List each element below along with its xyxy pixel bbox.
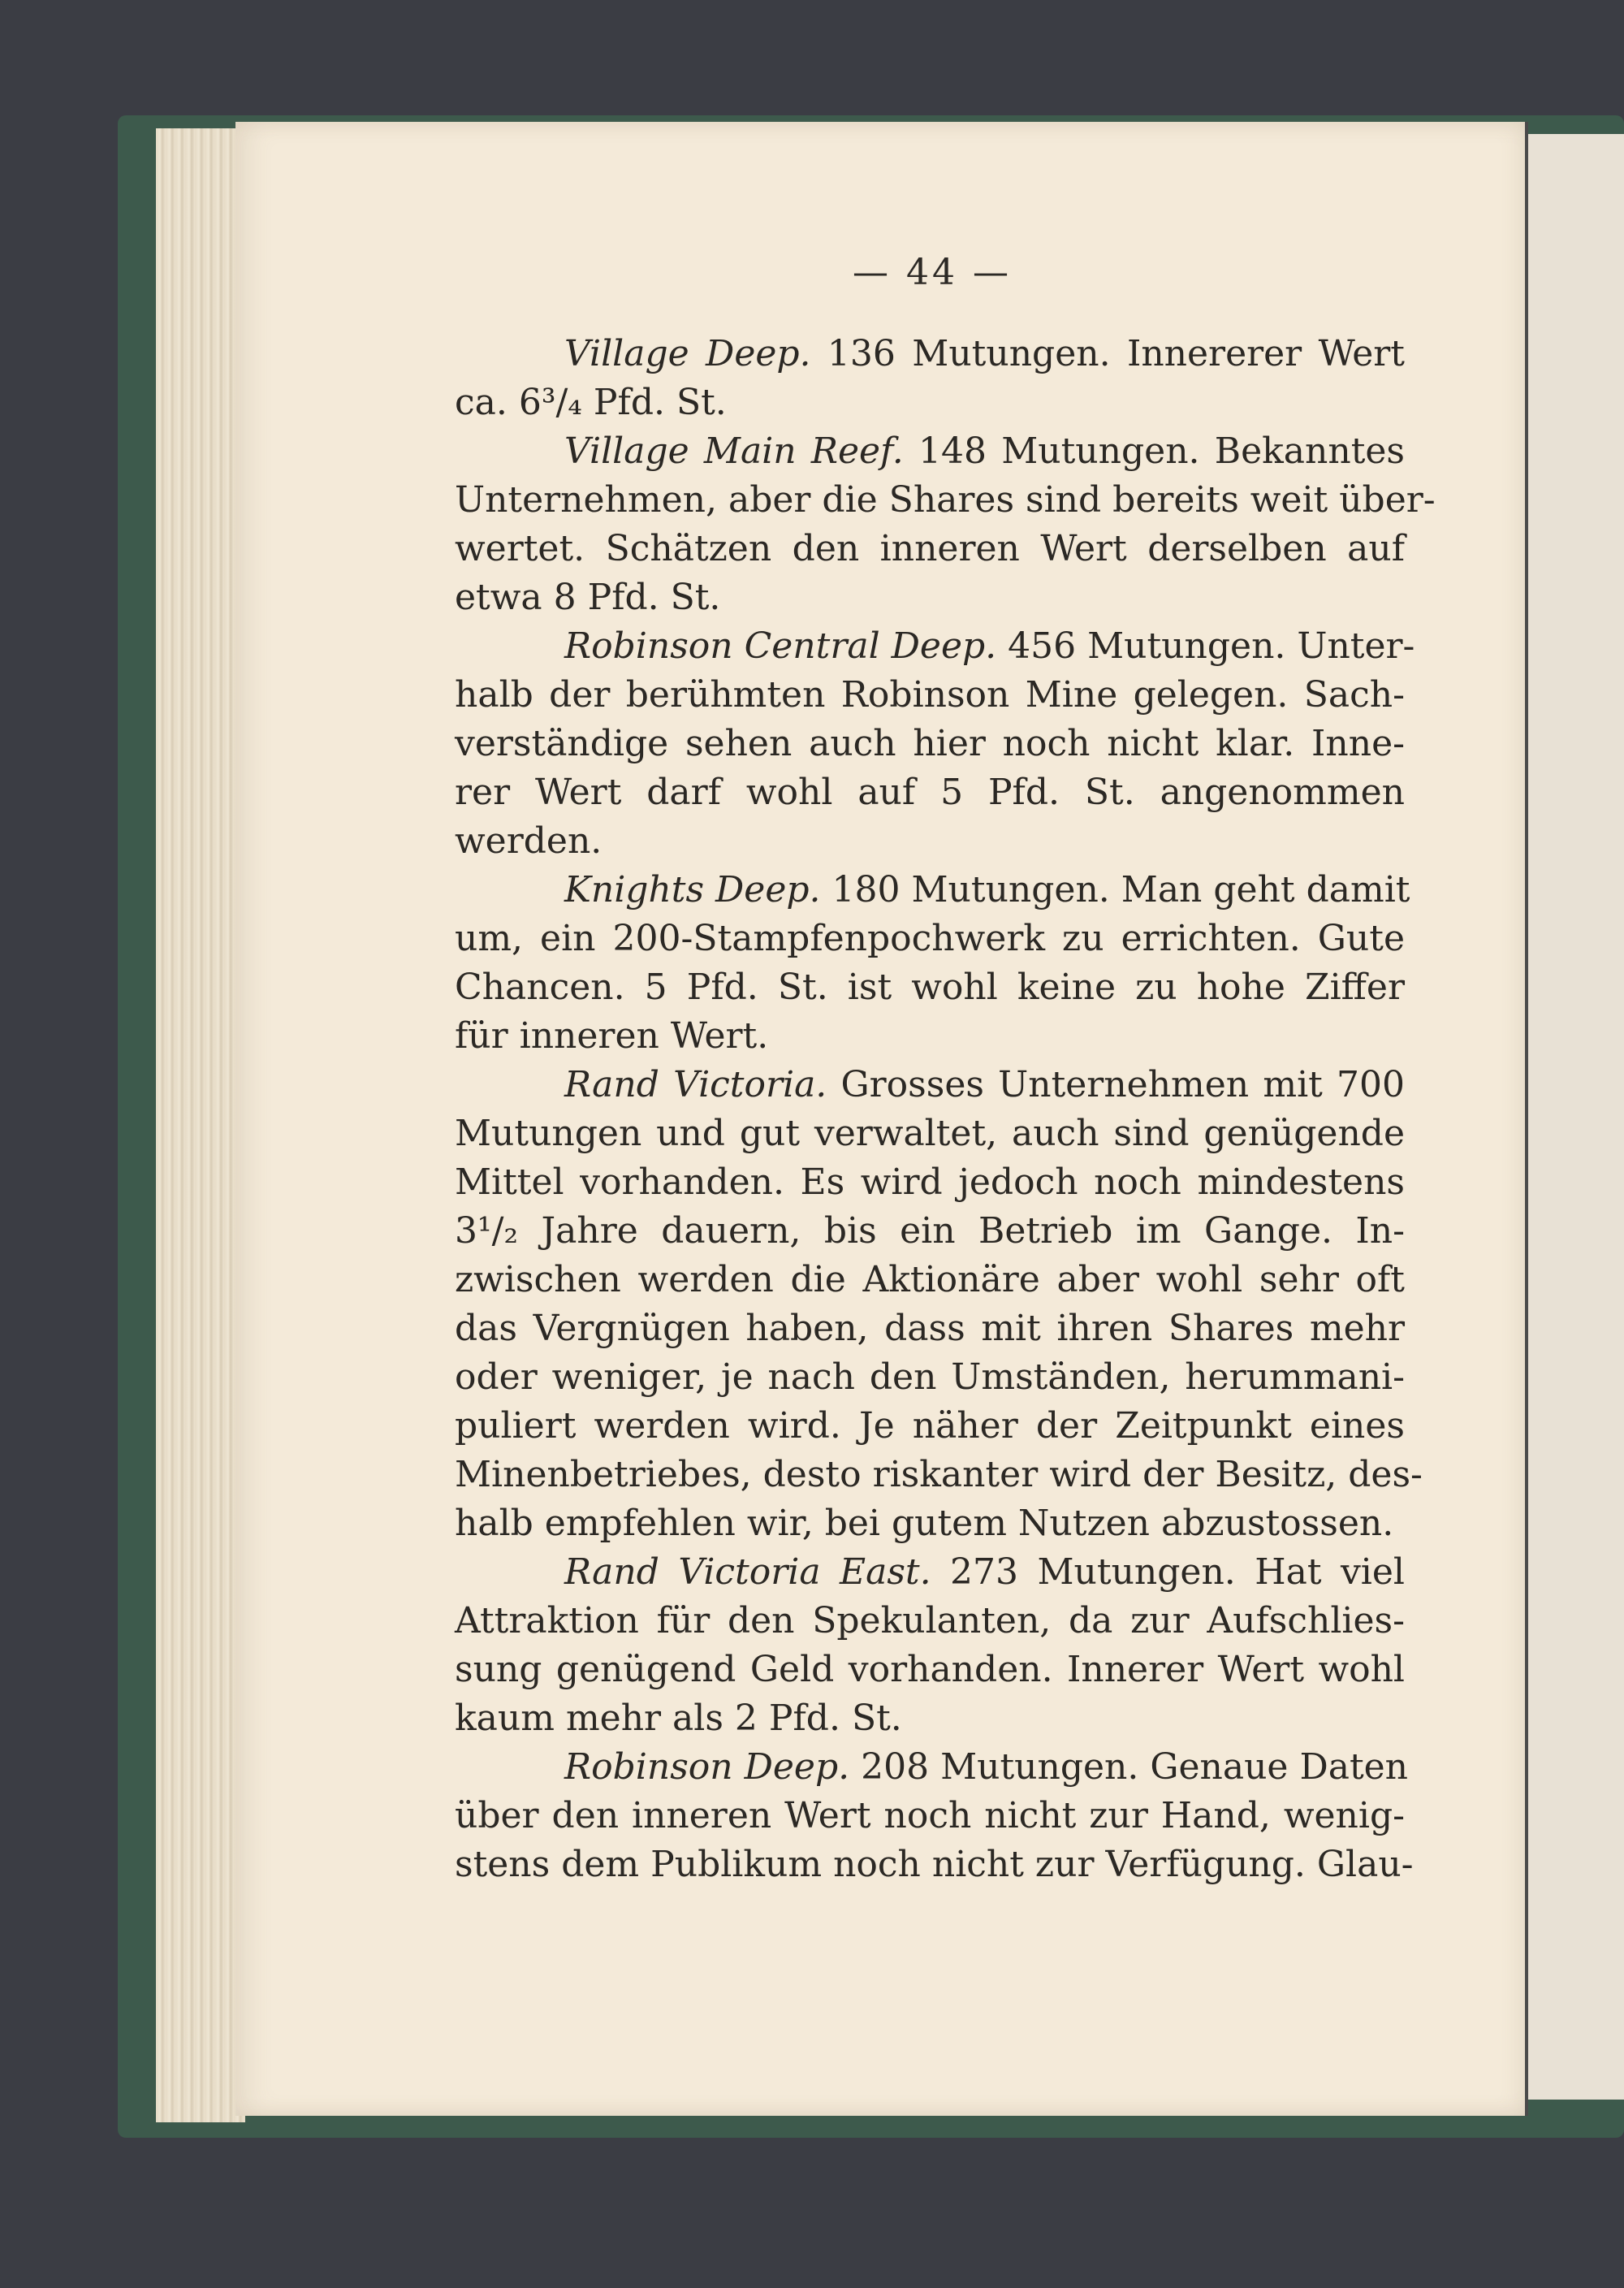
text-line: ca. 6³/₄ Pfd. St. [455, 382, 727, 423]
line-text: 208 Mutungen. Genaue Daten [849, 1746, 1409, 1788]
company-name: Village Main Reef. [564, 430, 904, 472]
text-line: über den inneren Wert noch nicht zur Hand, wenig- [455, 1795, 1405, 1836]
line-text: 180 Mutungen. Man geht damit [820, 869, 1410, 910]
text-line: rer Wert darf wohl auf 5 Pfd. St. angenommen [455, 772, 1405, 813]
page-edges [156, 128, 245, 2122]
text-line: stens dem Publikum noch nicht zur Verfügung. Glau- [455, 1844, 1414, 1885]
company-name: Rand Victoria East. [564, 1551, 931, 1593]
text-line: das Vergnügen haben, dass mit ihren Shares mehr [455, 1308, 1405, 1349]
text-line: halb der berühmten Robinson Mine gelegen. Sach- [455, 674, 1405, 716]
text-line: um, ein 200-Stampfenpochwerk zu errichten. Gute [455, 918, 1405, 959]
line-text: 136 Mutungen. Innererer Wert [810, 333, 1405, 374]
text-line: Unternehmen, aber die Shares sind bereits weit über- [455, 479, 1436, 521]
company-name: Robinson Central Deep. [564, 625, 997, 667]
paragraph-first-line [564, 1551, 1405, 1593]
text-line: halb empfehlen wir, bei gutem Nutzen abzustossen. [455, 1503, 1394, 1544]
paragraph-first-line [564, 333, 1405, 374]
page-number: — 44 — [853, 252, 1012, 293]
company-name: Rand Victoria. [564, 1064, 827, 1105]
text-line: sung genügend Geld vorhanden. Innerer Wert wohl [455, 1649, 1405, 1690]
company-name: Robinson Deep. [564, 1746, 850, 1788]
text-line: kaum mehr als 2 Pfd. St. [455, 1698, 902, 1739]
text-line: Mittel vorhanden. Es wird jedoch noch mindestens [455, 1161, 1405, 1203]
text-line: Minenbetriebes, desto riskanter wird der Besitz, des- [455, 1454, 1423, 1495]
facing-page-edge [1527, 134, 1624, 2100]
text-line: wertet. Schätzen den inneren Wert derselben auf [455, 528, 1405, 569]
paragraph-first-line [564, 1746, 1409, 1788]
text-line: etwa 8 Pfd. St. [455, 577, 721, 618]
line-text: 273 Mutungen. Hat viel [931, 1551, 1405, 1593]
text-line: für inneren Wert. [455, 1015, 769, 1057]
text-line: Attraktion für den Spekulanten, da zur Aufschlies- [455, 1600, 1405, 1641]
page-gutter [1525, 122, 1528, 2116]
paragraph-first-line [564, 1064, 1405, 1105]
text-line: zwischen werden die Aktionäre aber wohl sehr oft [455, 1259, 1405, 1300]
text-line: puliert werden wird. Je näher der Zeitpunkt eines [455, 1405, 1405, 1447]
text-line: Chancen. 5 Pfd. St. ist wohl keine zu hohe Ziffer [455, 967, 1405, 1008]
line-text: 148 Mutungen. Bekanntes [903, 430, 1406, 472]
company-name: Knights Deep. [564, 869, 821, 910]
paragraph-first-line [564, 869, 1410, 910]
paragraph-first-line [564, 625, 1415, 667]
line-text: Grosses Unternehmen mit 700 [827, 1064, 1406, 1105]
line-text: 456 Mutungen. Unter- [996, 625, 1415, 667]
company-name: Village Deep. [564, 333, 811, 374]
text-line: werden. [455, 820, 603, 862]
text-line: oder weniger, je nach den Umständen, herummani- [455, 1356, 1405, 1398]
text-line: 3¹/₂ Jahre dauern, bis ein Betrieb im Gange. In- [455, 1210, 1405, 1252]
text-line: Mutungen und gut verwaltet, auch sind genügende [455, 1113, 1405, 1154]
paragraph-first-line [564, 430, 1405, 472]
text-line: verständige sehen auch hier noch nicht klar. Inne- [455, 723, 1405, 764]
